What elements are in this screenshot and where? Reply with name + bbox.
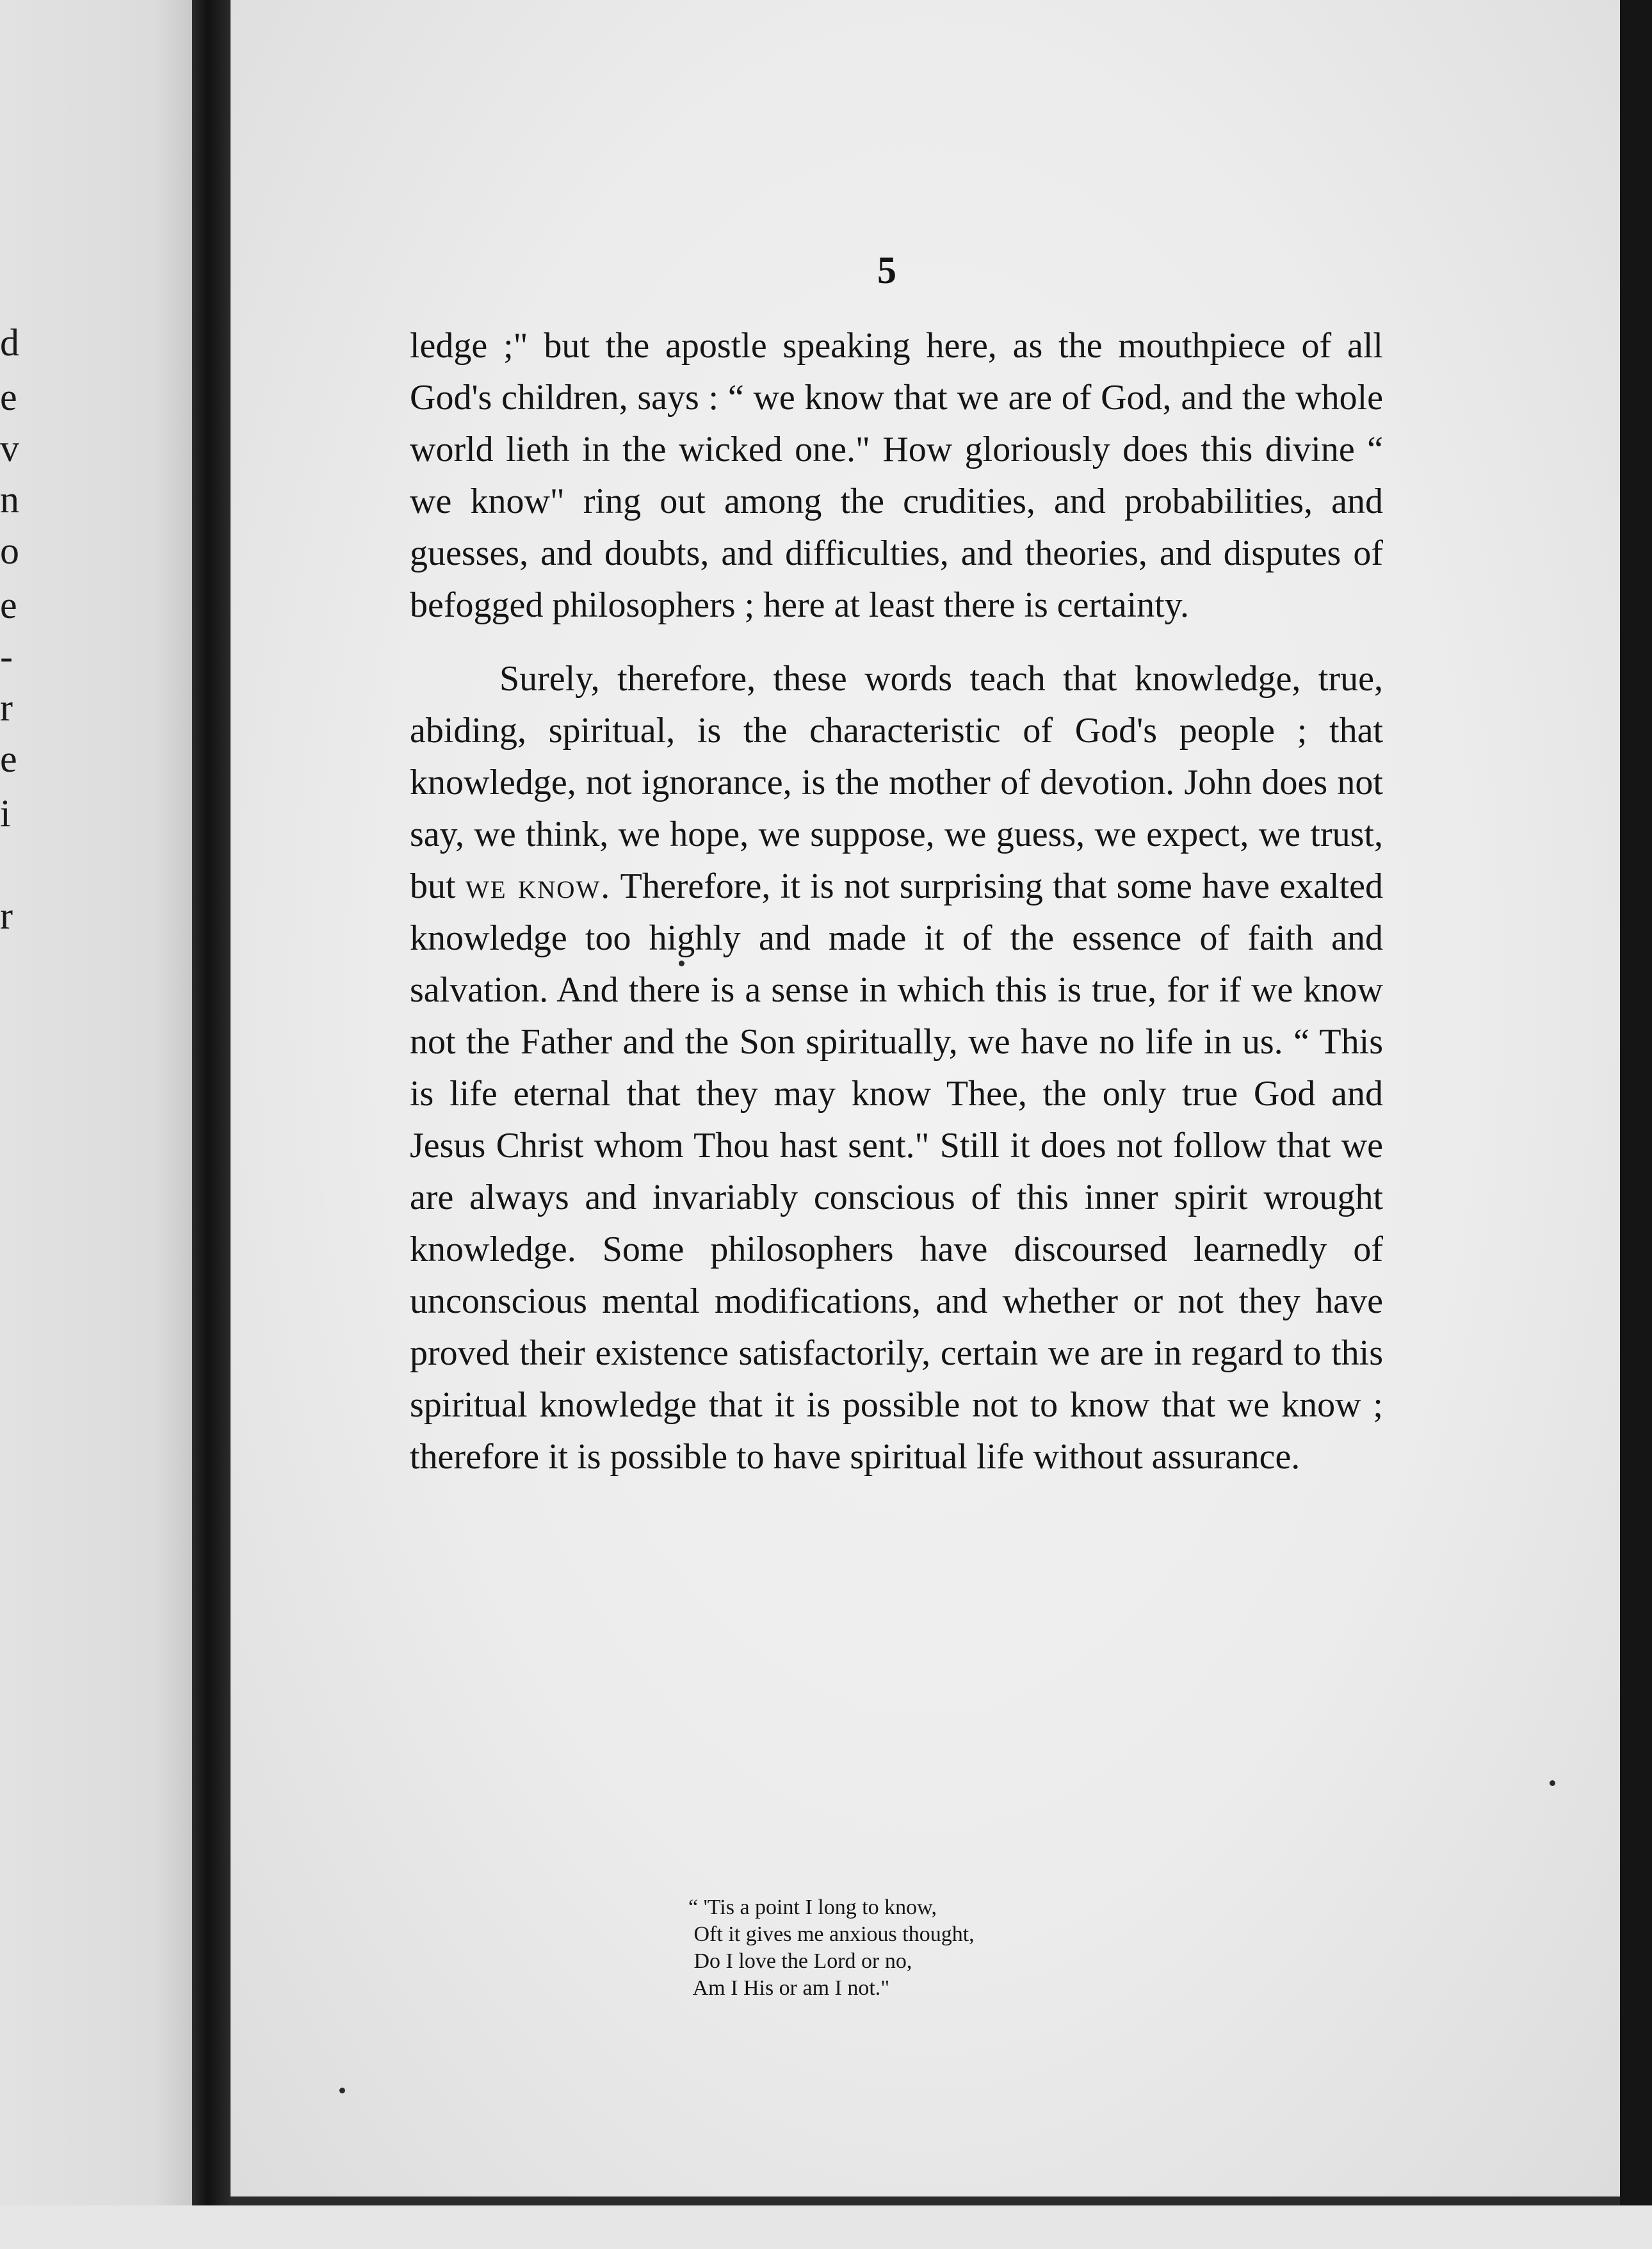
small-caps-emphasis: we know. [465,866,611,906]
paragraph: ledge ;" but the apostle speaking here, as the mouthpiece of all God's children, says : “ we know that we are of God, and the whole world lieth in the wicked one." How gloriously does this divine “ we know" ring out among the crudities, and probabilities, and guesses, and doubts, and difficulties, and theories, and disputes of befogged philosophers ; here at least there is certainty. [410,326,1383,625]
page-gutter [192,0,231,2249]
left-fragment: r [0,686,13,729]
left-fragment: - [0,635,13,678]
scan-bottom-edge [0,2205,1652,2249]
paper-speck [1550,1780,1555,1786]
verse-line: Do I love the Lord or no, [688,1949,912,1973]
page-body [410,320,1383,1483]
page-number: 5 [877,249,896,291]
left-fragment: r [0,895,13,937]
left-fragment: e [0,376,17,418]
left-fragment: e [0,584,17,626]
left-fragment: v [0,427,19,469]
left-facing-page [0,0,192,2249]
left-fragment: d [0,321,19,364]
left-fragment: e [0,738,17,780]
left-fragment: o [0,530,19,572]
verse-line: Am I His or am I not." [688,1976,890,2000]
left-fragment: i [0,792,11,834]
verse-line: “ 'Tis a point I long to know, [688,1896,937,1919]
paragraph-text: Surely, therefore, these words teach that knowledge, true, abiding, spiritual, is the characteristic of God's people ; that knowledge, not ignorance, is the mother of devotion. John does not say, we think, we hope, we suppose, we guess, we expect, we trust, but [410,659,1383,906]
verse-quotation [688,1894,975,2002]
left-fragment: n [0,478,19,521]
paragraph [410,653,1383,1483]
left-page-text-fragments [0,0,26,2249]
paragraph-text: Therefore, it is not surprising that some have exalted knowledge too highly and made it of the essence of faith and salvation. And there is a sense in which this is true, for if we know not the Father and the Son spiritually, we have no life in us. “ This is life eternal that they may know Thee, the only true God and Jesus Christ whom Thou hast sent." Still it does not follow that we are always and invariably conscious of this inner spirit wrought knowledge. Some philosophers have discoursed learnedly of unconscious mental modifications, and whether or not they have proved their existence satisfactorily, certain we are in regard to this spiritual knowledge that it is possible not to know that we know ; therefore it is possible to have spiritual life without assurance. [410,866,1384,1477]
paper-speck [339,2088,345,2093]
verse-line: Oft it gives me anxious thought, [688,1922,975,1946]
scan-right-edge [1620,0,1652,2249]
